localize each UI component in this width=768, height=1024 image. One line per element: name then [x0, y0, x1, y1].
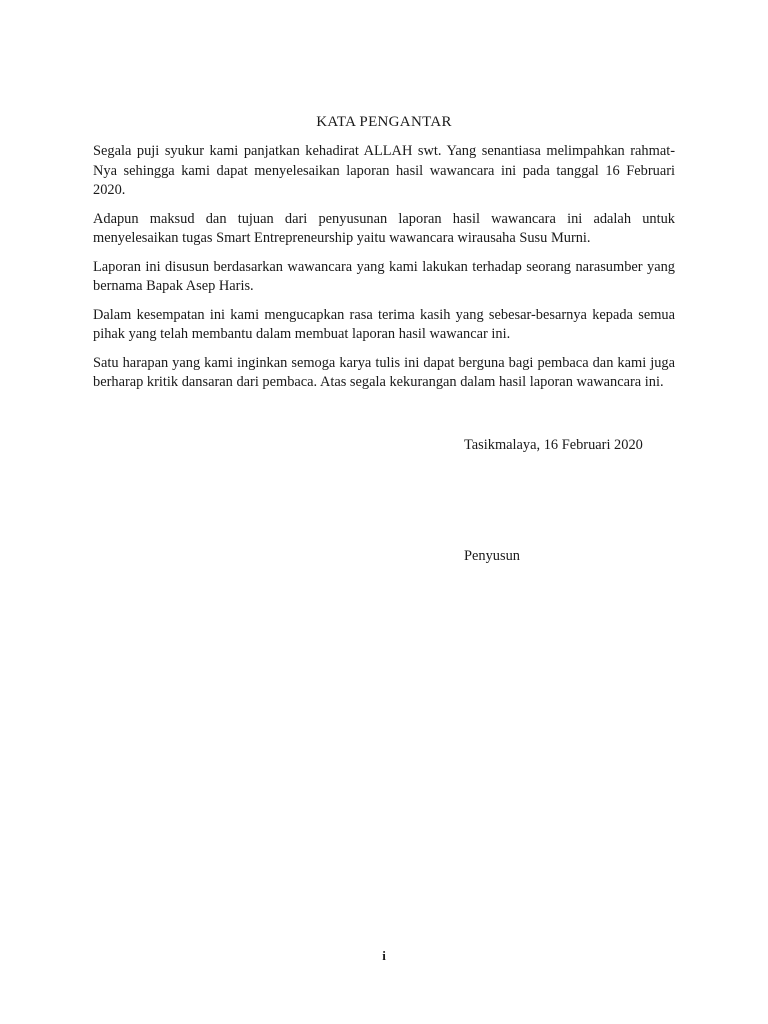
place-date: Tasikmalaya, 16 Februari 2020	[464, 437, 643, 453]
page-number: i	[382, 948, 386, 963]
page-title: KATA PENGANTAR	[316, 114, 452, 130]
paragraph-5: Satu harapan yang kami inginkan semoga karya tulis ini dapat berguna bagi pembaca dan kami juga berharap kritik dansaran dari pembaca. Atas segala kekurangan dalam hasil laporan wawancara ini.	[93, 354, 675, 390]
paragraph-3: Laporan ini disusun berdasarkan wawancara yang kami lakukan terhadap seorang narasumber yang bernama Bapak Asep Haris.	[93, 258, 675, 294]
paragraph-2: Adapun maksud dan tujuan dari penyusunan laporan hasil wawancara ini adalah untuk menyelesaikan tugas Smart Entrepreneurship yaitu wawancara wirausaha Susu Murni.	[93, 210, 675, 246]
paragraph-1: Segala puji syukur kami panjatkan kehadirat ALLAH swt. Yang senantiasa melimpahkan rahmat-Nya sehingga kami dapat menyelesaikan laporan hasil wawancara ini pada tanggal 16 Februari 2020.	[93, 143, 675, 198]
body-text	[93, 142, 675, 402]
signer-label: Penyusun	[464, 548, 520, 564]
paragraph-4: Dalam kesempatan ini kami mengucapkan rasa terima kasih yang sebesar-besarnya kepada semua pihak yang telah membantu dalam membuat laporan hasil wawancar ini.	[93, 306, 675, 342]
